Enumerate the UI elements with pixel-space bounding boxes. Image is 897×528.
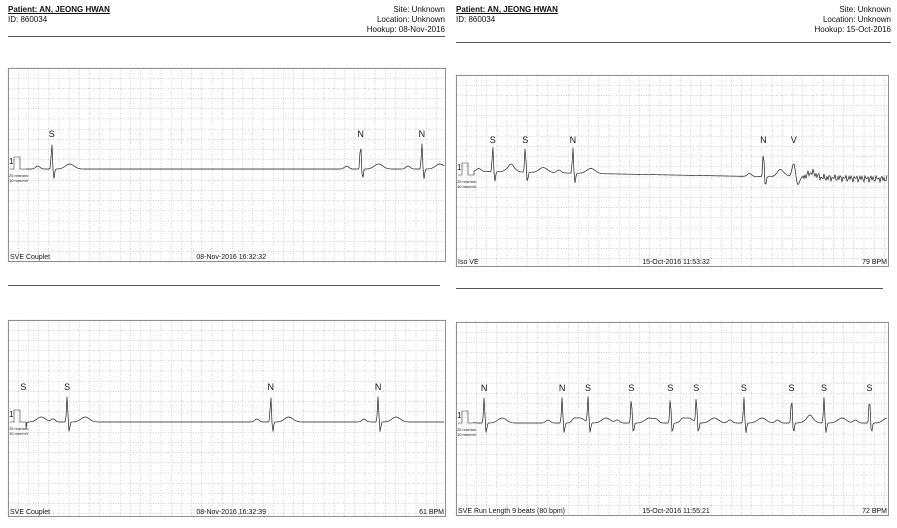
hookup: Hookup: 08-Nov-2016 [366, 25, 445, 34]
beat-label: S [489, 135, 496, 145]
ecg-strip [456, 322, 889, 522]
beat-label: S [585, 383, 592, 393]
left-patient-header [8, 5, 110, 25]
hookup: Hookup: 15-Oct-2016 [814, 25, 891, 34]
beat-label: N [357, 129, 364, 139]
beat-label: N [760, 135, 767, 145]
speed-calibration: 25 mm/sec [9, 173, 29, 178]
beat-label: S [788, 383, 795, 393]
beat-label: S [821, 383, 828, 393]
beat-label: S [522, 135, 529, 145]
strip-divider [456, 288, 883, 289]
beat-label: N [569, 135, 577, 145]
event-timestamp: 08-Nov-2016 16:32:39 [196, 509, 266, 516]
event-timestamp: 15-Oct-2016 11:55:21 [642, 508, 710, 515]
site: Site: Unknown [393, 5, 445, 14]
beat-label: S [740, 383, 747, 393]
right-site-header [815, 5, 892, 35]
site: Site: Unknown [839, 5, 891, 14]
calibration-text [9, 426, 29, 436]
header-divider [8, 36, 445, 37]
event-label: Iso VE [458, 259, 479, 266]
lead-label: 1 [457, 163, 462, 172]
ecg-grid [8, 68, 446, 262]
beat-label: V [790, 135, 797, 145]
ecg-grid [456, 322, 889, 516]
calibration-text [457, 179, 477, 189]
beat-label: N [374, 382, 382, 392]
header-divider [456, 42, 891, 43]
ecg-strip [8, 320, 446, 523]
heart-rate: 79 BPM [862, 259, 887, 266]
event-label: SVE Couplet [10, 254, 51, 261]
ecg-grid [8, 320, 446, 517]
lead-label: 1 [457, 411, 462, 420]
location: Location: Unknown [822, 15, 891, 24]
patient-name: Patient: AN, JEONG HWAN [8, 5, 110, 14]
beat-label: N [480, 383, 488, 393]
speed-calibration: 25 mm/sec [9, 426, 29, 431]
beat-label: S [667, 383, 674, 393]
beat-label: N [558, 383, 566, 393]
gain-calibration: 10 mm/mV [457, 184, 477, 189]
right-patient-header [456, 5, 558, 25]
calibration-text [9, 173, 29, 183]
left-site-header [367, 5, 445, 35]
beat-label: S [693, 383, 700, 393]
ecg-grid [456, 75, 889, 267]
gain-calibration: 10 mm/mV [457, 432, 477, 437]
event-label: SVE Run Length 9 beats (80 bpm) [458, 508, 566, 515]
ecg-strip [456, 75, 889, 273]
event-timestamp: 15-Oct-2016 11:53:32 [642, 259, 710, 266]
beat-label: S [628, 383, 635, 393]
ecg-strip [8, 68, 446, 268]
beat-label: S [64, 382, 71, 392]
patient-name: Patient: AN, JEONG HWAN [456, 5, 558, 14]
beat-label: S [48, 129, 55, 139]
beat-label: N [418, 129, 426, 139]
patient-id: ID: 860034 [456, 15, 496, 24]
event-timestamp: 08-Nov-2016 16:32:32 [196, 254, 266, 261]
lead-label: 1 [9, 157, 14, 166]
gain-calibration: 10 mm/mV [9, 431, 29, 436]
beat-label: S [866, 383, 873, 393]
lead-label: 1 [9, 410, 14, 419]
heart-rate: 72 BPM [862, 508, 887, 515]
strip-divider [8, 285, 440, 286]
calibration-text [457, 427, 477, 437]
beat-label: N [267, 382, 275, 392]
beat-label: S [20, 382, 27, 392]
location: Location: Unknown [376, 15, 445, 24]
gain-calibration: 10 mm/mV [9, 178, 29, 183]
patient-id: ID: 860034 [8, 15, 48, 24]
event-label: SVE Couplet [10, 509, 51, 516]
speed-calibration: 25 mm/sec [457, 427, 477, 432]
heart-rate: 61 BPM [419, 509, 444, 516]
speed-calibration: 25 mm/sec [457, 179, 477, 184]
